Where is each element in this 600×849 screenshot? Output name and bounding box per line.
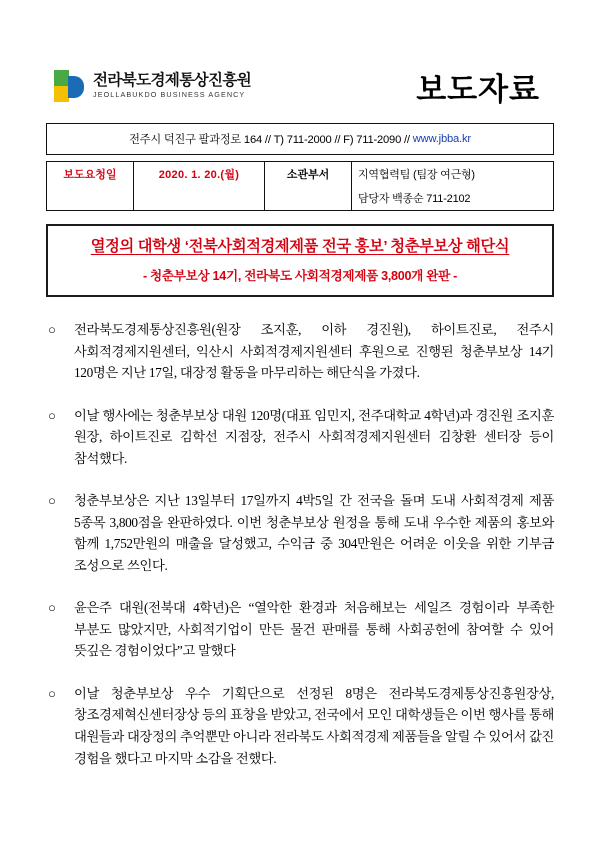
paragraph-text: 전라북도경제통상진흥원(원장 조지훈, 이하 경진원), 하이트진로, 전주시 사회적경제지원센터, 익산시 사회적경제지원센터 후원으로 진행된 청춘부보상 14기 120명은 지난 17일, 대장정 활동을 마무리하는 해단식을 가졌다. bbox=[74, 322, 554, 381]
contact-bar bbox=[46, 123, 554, 155]
request-date-label: 보도요청일 bbox=[47, 162, 134, 187]
headline-main: 열정의 대학생 ‘전북사회적경제제품 전국 홍보’ 청춘부보상 해단식 bbox=[90, 238, 510, 255]
jbba-logo-icon bbox=[54, 70, 84, 102]
department-name: 지역협력팀 (팀장 여근형) bbox=[352, 162, 554, 187]
bullet-icon: ○ bbox=[48, 322, 56, 337]
body-content bbox=[46, 319, 554, 769]
bullet-icon: ○ bbox=[48, 493, 56, 509]
request-date-label-spacer bbox=[47, 186, 134, 211]
department-label: 소관부서 bbox=[265, 162, 352, 187]
document-header bbox=[46, 58, 554, 114]
contact-address-phone: 전주시 덕진구 팔과정로 164 // T) 711-2000 // F) 711-2090 // bbox=[129, 134, 410, 146]
contact-website-link[interactable]: www.jbba.kr bbox=[412, 133, 471, 145]
paragraph-text: 이날 청춘부보상 우수 기획단으로 선정된 8명은 전라북도경제통상진흥원장상, 창조경제혁신센터장상 등의 표창을 받았고, 전국에서 모인 대학생들은 이번 행사를 통해 대원들과 대장정의 추억뿐만 아니라 전라북도 사회적경제 제품들을 알릴 수 있어서 값진 경험을 했다고 마지막 소감을 전했다. bbox=[74, 685, 554, 766]
list-item bbox=[46, 597, 554, 662]
organization-brand bbox=[46, 70, 251, 102]
contact-person: 담당자 백종순 711-2102 bbox=[352, 186, 554, 211]
department-label-spacer bbox=[265, 186, 352, 211]
info-table bbox=[46, 161, 554, 211]
list-item bbox=[46, 319, 554, 384]
brand-name-ko: 전라북도경제통상진흥원 bbox=[93, 72, 252, 90]
headline-sub: - 청춘부보상 14기, 전라북도 사회적경제제품 3,800개 완판 - bbox=[142, 269, 458, 283]
request-date-value-spacer bbox=[134, 186, 265, 211]
headline-box bbox=[46, 224, 554, 297]
brand-name-en: JEOLLABUKDO BUSINESS AGENCY bbox=[93, 90, 246, 100]
table-row bbox=[47, 186, 554, 211]
bullet-icon: ○ bbox=[48, 685, 56, 701]
bullet-icon: ○ bbox=[48, 600, 56, 616]
paragraph-text: 이날 행사에는 청춘부보상 대원 120명(대표 임민지, 전주대학교 4학년)과 경진원 조지훈 원장, 하이트진로 김학선 지점장, 전주시 사회적경제지원센터 김창환 센터장 등이 참석했다. bbox=[74, 407, 554, 466]
list-item bbox=[46, 405, 554, 470]
list-item bbox=[46, 683, 554, 769]
brand-text bbox=[93, 73, 251, 99]
bullet-icon: ○ bbox=[48, 407, 56, 423]
request-date-value: 2020. 1. 20.(월) bbox=[134, 162, 265, 187]
page-title: 보도자료 bbox=[416, 71, 540, 107]
table-row bbox=[47, 162, 554, 187]
paragraph-text: 청춘부보상은 지난 13일부터 17일까지 4박5일 간 전국을 돌며 도내 사회적경제 제품 5종목 3,800점을 완판하였다. 이번 청춘부보상 원정을 통해 도내 우수한 제품의 홍보와 함께 1,752만원의 매출을 달성했고, 수익금 중 304만원은 어려운 이웃을 위한 기부금 조성으로 쓰인다. bbox=[74, 493, 554, 573]
list-item bbox=[46, 490, 554, 576]
paragraph-text: 윤은주 대원(전북대 4학년)은 “열악한 환경과 처음해보는 세일즈 경험이라 부족한 부분도 많았지만, 사회적기업이 만든 물건 판매를 통해 사회공헌에 참여할 수 있어 뜻깊은 경험이었다”고 말했다 bbox=[74, 600, 554, 659]
